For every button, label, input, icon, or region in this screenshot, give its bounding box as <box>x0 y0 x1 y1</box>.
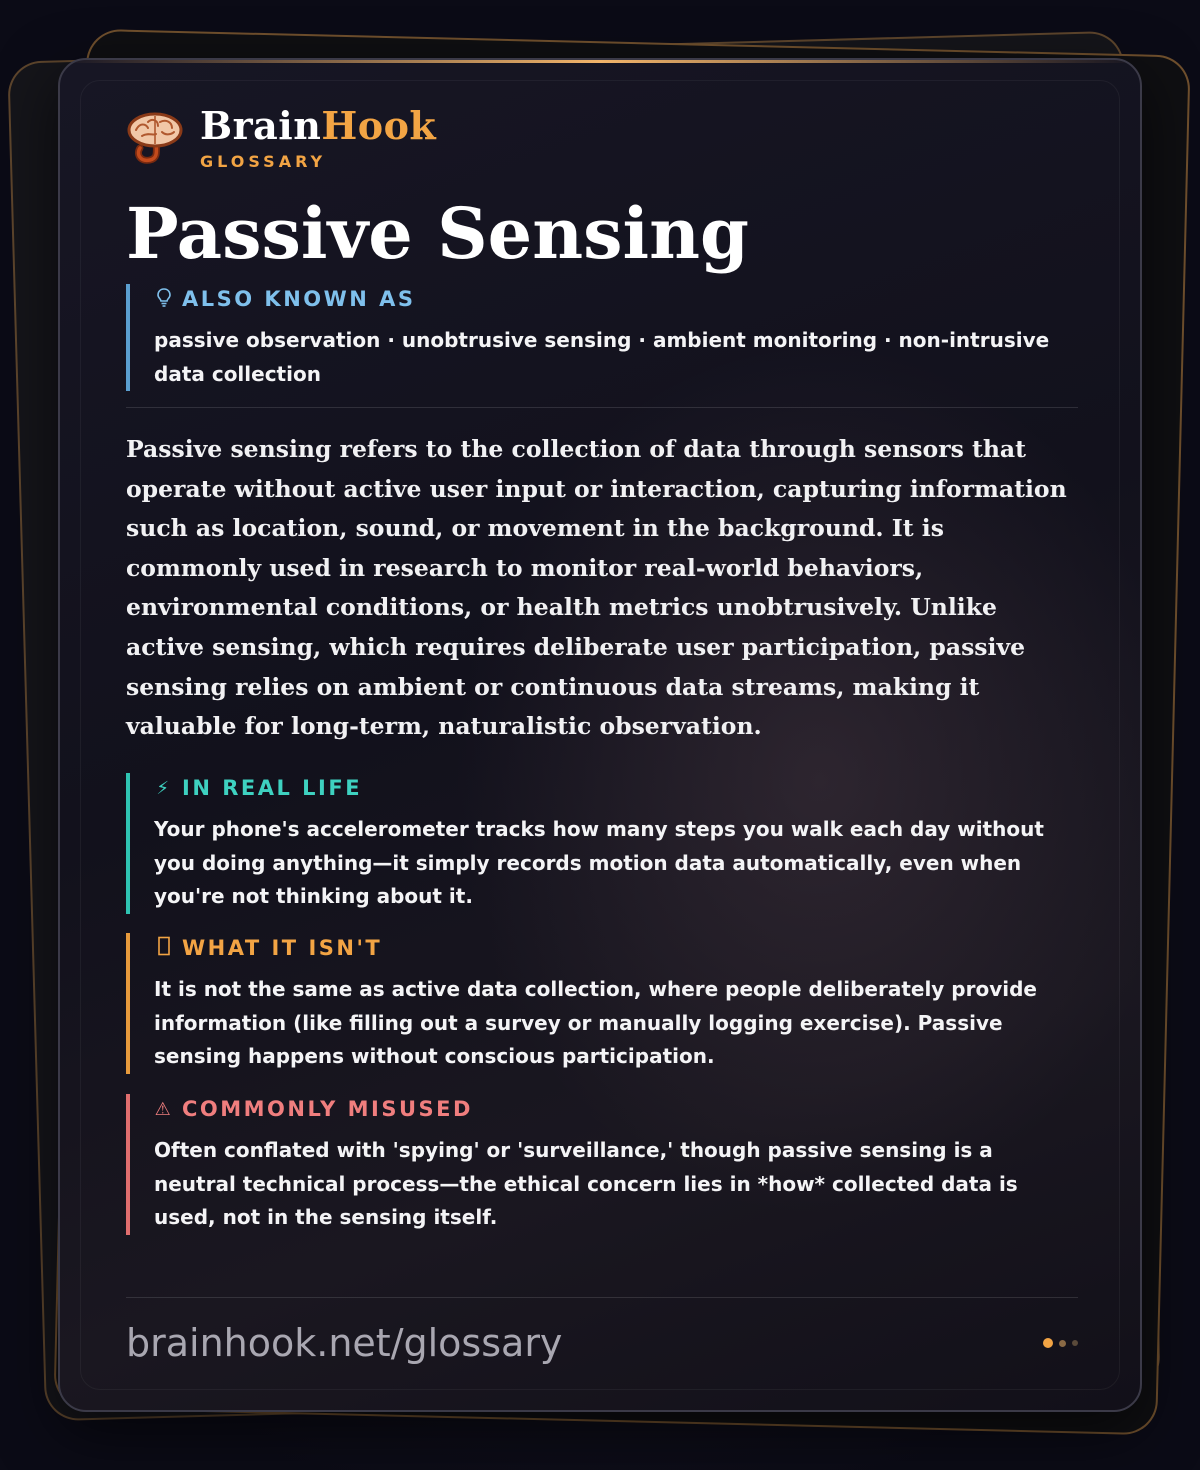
brand-name <box>200 103 437 148</box>
brain-hook-icon <box>126 110 184 168</box>
term-title: Passive Sensing <box>126 192 749 275</box>
pagination-dot <box>1072 1340 1078 1346</box>
also-known-as-heading <box>154 284 1078 314</box>
what-it-isnt-label: WHAT IT ISN'T <box>182 936 383 960</box>
section-divider <box>126 407 1078 408</box>
also-known-as-text: passive observation · unobtrusive sensing · ambient monitoring · non-intrusive data collection <box>154 328 1050 386</box>
also-known-as-label: ALSO KNOWN AS <box>182 287 416 311</box>
commonly-misused-text: Often conflated with 'spying' or 'surveillance,' though passive sensing is a neutral technical process—the ethical concern lies in *how* collected data is used, not in the sensing itself. <box>154 1138 1018 1229</box>
footer-url[interactable]: brainhook.net/glossary <box>126 1321 563 1365</box>
in-real-life-callout <box>126 773 1078 914</box>
commonly-misused-callout <box>126 1094 1078 1235</box>
missing-glyph-icon <box>154 936 174 961</box>
pagination-dots <box>1037 1338 1078 1348</box>
definition-text: Passive sensing refers to the collection of data through sensors that operate without active user input or interaction, capturing information such as location, sound, or movement in the background. It is commonly used in research to monitor real-world behaviors, environmental conditions, or health metrics unobtrusively. Unlike active sensing, which requires deliberate user participation, passive sensing relies on ambient or continuous data streams, making it valuable for long-term, naturalistic observation. <box>126 435 1067 741</box>
in-real-life-text: Your phone's accelerometer tracks how many steps you walk each day without you doing anything—it simply records motion data automatically, even when you're not thinking about it. <box>154 817 1044 908</box>
lightbulb-icon <box>154 287 174 312</box>
brand-subtitle: GLOSSARY <box>200 152 327 171</box>
what-it-isnt-callout <box>126 933 1078 1074</box>
in-real-life-heading <box>154 773 1078 803</box>
footer-divider <box>126 1297 1078 1298</box>
in-real-life-label: IN REAL LIFE <box>182 776 363 800</box>
commonly-misused-label: COMMONLY MISUSED <box>182 1097 473 1121</box>
pagination-dot <box>1059 1340 1066 1347</box>
what-it-isnt-text: It is not the same as active data collection, where people deliberately provide information (like filling out a survey or manually logging exercise). Passive sensing happens without conscious participation. <box>154 977 1037 1068</box>
lightning-icon: ⚡ <box>156 777 172 799</box>
also-known-as-callout <box>126 284 1078 391</box>
commonly-misused-heading <box>154 1094 1078 1124</box>
pagination-dot-active <box>1043 1338 1053 1348</box>
glossary-card <box>58 58 1142 1412</box>
brand-name-accent: Hook <box>321 103 437 148</box>
brand-name-primary: Brain <box>200 103 322 148</box>
brand-text <box>200 103 437 171</box>
brand-header <box>126 103 437 171</box>
what-it-isnt-heading <box>154 933 1078 963</box>
warning-icon: ⚠ <box>154 1098 174 1120</box>
